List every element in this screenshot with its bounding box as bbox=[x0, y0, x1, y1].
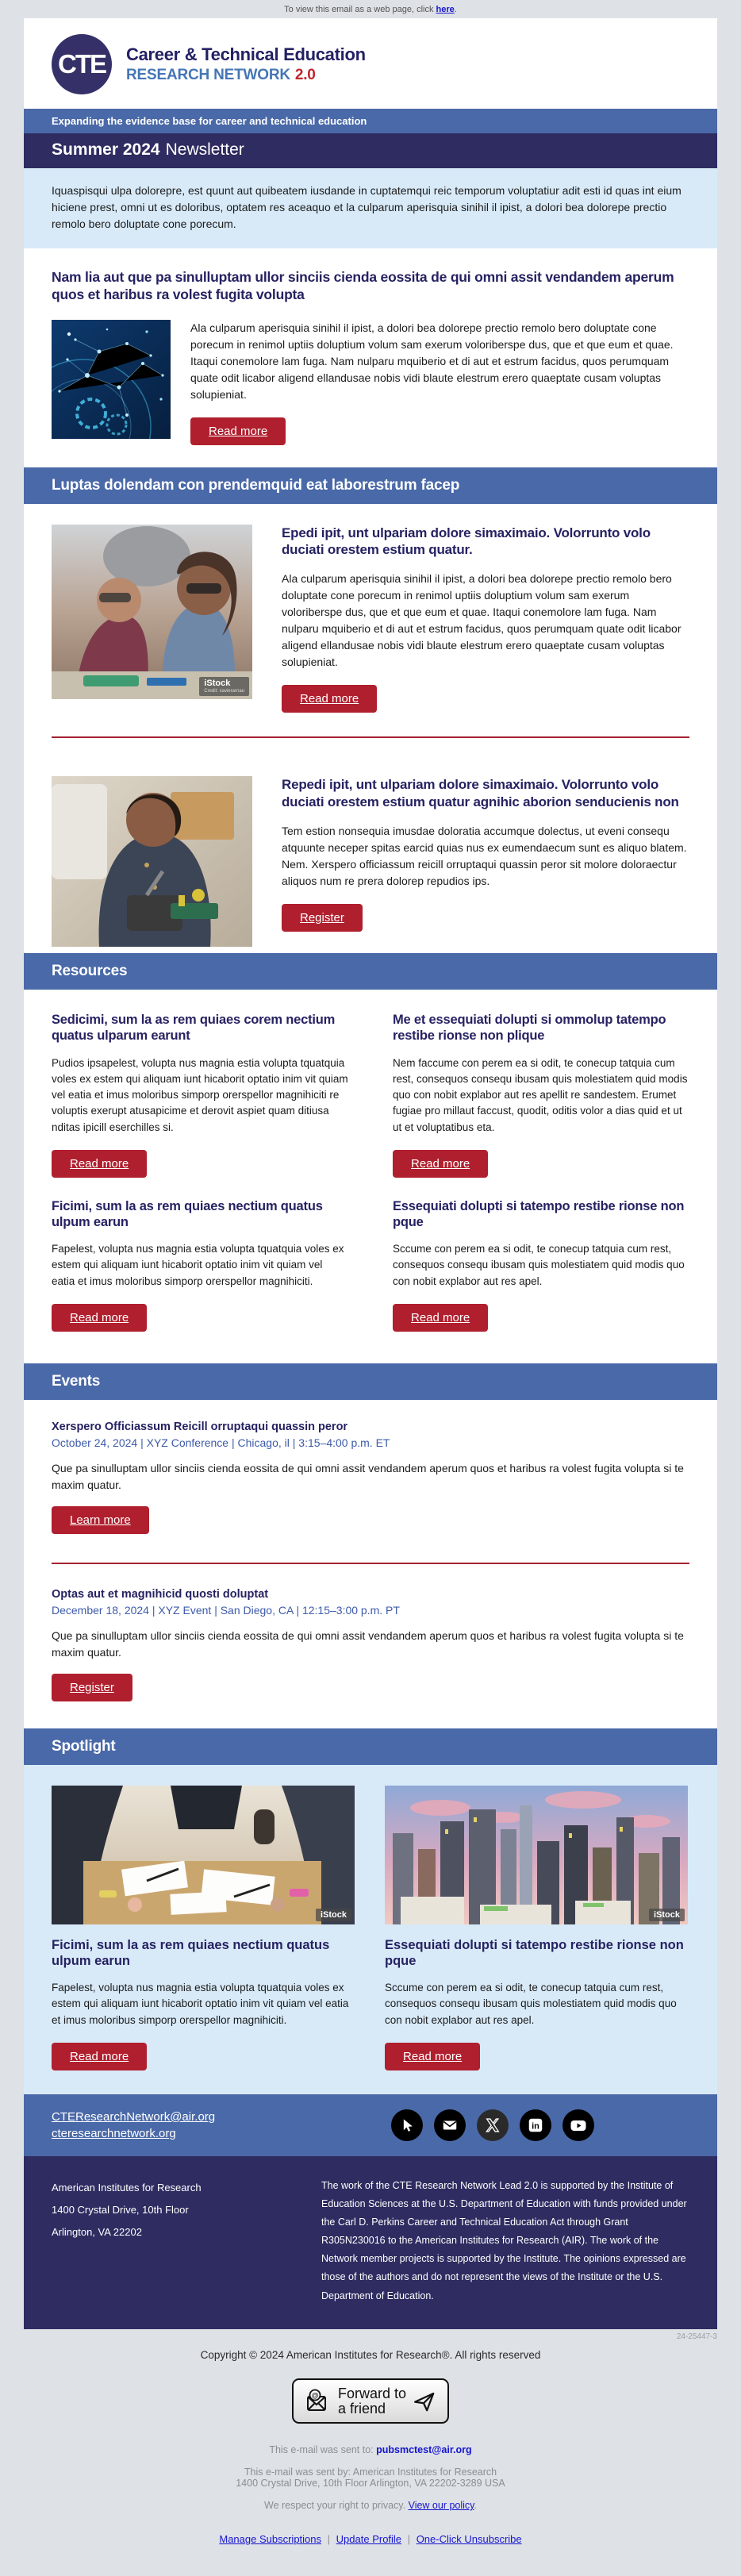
event-2-title: Optas aut et magnihicid quosti doluptat bbox=[52, 1587, 269, 1601]
newsletter-season: Summer 2024 bbox=[52, 140, 160, 159]
event-2-register-button[interactable]: Register bbox=[52, 1674, 132, 1701]
resource-3-body: Fapelest, volupta nus magnia estia volupta tquatquia voles ex estem qui aliquam iunt hicaborit optatio inim vit quiam vel eatia et imus moloribus simporp orerspellor magnihiciti. bbox=[52, 1243, 344, 1287]
privacy-text: We respect your right to privacy. bbox=[264, 2500, 409, 2512]
resource-item bbox=[52, 1009, 348, 1189]
spotlight-item bbox=[385, 1786, 689, 2070]
article-1-image-globe bbox=[52, 320, 171, 439]
footer-website-link[interactable]: cteresearchnetwork.org bbox=[52, 2126, 176, 2140]
forward-label-line2: a friend bbox=[337, 2400, 386, 2416]
article-1-read-more-button[interactable]: Read more bbox=[190, 417, 286, 445]
linkedin-icon[interactable] bbox=[520, 2109, 551, 2141]
event-2-meta: December 18, 2024 | XYZ Event | San Diego, CA | 12:15–3:00 p.m. PT bbox=[52, 1603, 400, 1617]
copyright-line: Copyright © 2024 American Institutes for Research®. All rights reserved bbox=[200, 2348, 541, 2361]
resource-1-body: Pudios ipsapelest, volupta nus magnia estia volupta tquatquia voles ex estem qui aliquam iunt hicaborit optatio inim vit quiam vel eatia et imus moloribus simporp orerspellor magnihiciti re voluptis exerupt atusapicime et derovit aspiet quam ditiusa nditas ipicill eserchilles si. bbox=[52, 1056, 348, 1133]
city-skyline-illustration bbox=[385, 1786, 688, 1924]
email-body-card bbox=[24, 18, 717, 2329]
youtube-icon[interactable] bbox=[562, 2109, 594, 2141]
privacy-policy-link[interactable]: View our policy bbox=[408, 2500, 474, 2512]
sent-to-label: This e-mail was sent to: bbox=[269, 2444, 377, 2456]
cte-logo bbox=[52, 34, 112, 94]
email-envelope-icon[interactable] bbox=[434, 2109, 466, 2141]
spotlight-1-read-more-button[interactable]: Read more bbox=[52, 2043, 147, 2070]
sent-by-block bbox=[0, 2466, 741, 2489]
istock-watermark: iStock bbox=[204, 679, 231, 689]
section-banner-luptas: Luptas dolendam con prendemquid eat laborestrum facep bbox=[24, 467, 717, 504]
section-banner-resources: Resources bbox=[24, 953, 717, 990]
forward-to-a-friend-button[interactable] bbox=[292, 2378, 449, 2424]
privacy-suffix: . bbox=[474, 2500, 477, 2512]
article-1-body: Ala culparum aperisquia sinihil il ipist, a dolori bea dolorepe prectio remolo bero doluptate cone porecum in renimol uptiis doluptium volum sam exerum voloriberspe dus, que et que eum et quae. Itaqui conemolore lam fuga. Nam nulparu mquiberio et di aut et estrum facidus, quos perumquam quate odit licabor aligend ellandusae nobis vidi blaute elestrum erero quaeptate cusam voluptas solupieniat. bbox=[190, 321, 674, 401]
website-cursor-icon[interactable] bbox=[391, 2109, 423, 2141]
footer-legal-text: The work of the CTE Research Network Lead 2.0 is supported by the Institute of Education Sciences at the U.S. Department of Education with funds provided under the Carl D. Perkins Career and Technical Education Act through Grant R305N230016 to the American Institutes for Research (AIR). The work of the Network member projects is supported by the Institute. The opinions expressed are those of the authors and do not represent the views of the Institute or the U.S. Department of Education. bbox=[321, 2179, 687, 2301]
resource-2-heading: Me et essequiati dolupti si ommolup tatempo restibe rionse non plique bbox=[393, 1013, 666, 1044]
spotlight-item bbox=[52, 1786, 356, 2070]
sent-to-line bbox=[0, 2444, 741, 2455]
red-divider bbox=[52, 736, 689, 738]
org-subtitle bbox=[126, 66, 366, 85]
spotlight-1-body: Fapelest, volupta nus magnia estia volupta tquatquia voles ex estem qui aliquam iunt hicaborit optatio inim vit quiam vel eatia et imus moloribus simporp orerspellor magnihiciti. bbox=[52, 1982, 349, 2026]
resource-item bbox=[52, 1195, 348, 1343]
sent-to-email: pubsmctest@air.org bbox=[376, 2444, 472, 2456]
spotlight-2-read-more-button[interactable]: Read more bbox=[385, 2043, 480, 2070]
spotlight-1-image-meeting bbox=[52, 1786, 355, 1924]
spotlight-grid bbox=[24, 1765, 717, 2094]
manage-subscriptions-link[interactable]: Manage Subscriptions bbox=[219, 2533, 322, 2546]
article-1-heading: Nam lia aut que pa sinulluptam ullor sinciis cienda eossita de qui omni assit vendandem aperum quos et haribus ra volest fugita volupta bbox=[52, 269, 674, 302]
footer-address bbox=[52, 2177, 290, 2305]
footer-address-line2: 1400 Crystal Drive, 10th Floor bbox=[52, 2203, 189, 2216]
event-item bbox=[52, 1421, 689, 1539]
newsletter-word: Newsletter bbox=[165, 140, 244, 159]
article-1 bbox=[24, 248, 717, 467]
footer-address-line1: American Institutes for Research bbox=[52, 2181, 202, 2193]
svg-text:@: @ bbox=[311, 2391, 319, 2400]
resource-item bbox=[393, 1195, 689, 1343]
org-title: Career & Technical Education bbox=[126, 44, 366, 65]
section-banner-spotlight: Spotlight bbox=[24, 1728, 717, 1765]
article-3-register-button[interactable]: Register bbox=[282, 904, 363, 932]
article-3-image-student-robot bbox=[52, 776, 252, 947]
spotlight-2-image-skyline bbox=[385, 1786, 688, 1924]
x-twitter-icon[interactable] bbox=[477, 2109, 509, 2141]
istock-credit-line: Credit: xavierarnau bbox=[204, 688, 244, 694]
envelope-at-icon bbox=[305, 2388, 332, 2415]
resource-3-heading: Ficimi, sum la as rem quiaes nectium quatus ulpum earun bbox=[52, 1198, 323, 1229]
resource-4-read-more-button[interactable]: Read more bbox=[393, 1304, 488, 1332]
globe-network-illustration bbox=[52, 320, 171, 439]
paper-plane-icon bbox=[413, 2390, 436, 2413]
resource-item bbox=[393, 1009, 689, 1189]
article-3-heading: Repedi ipit, unt ulpariam dolore simaximaio. Volorrunto volo duciati orestem estium quatur agnihic aborion senducienis non bbox=[282, 777, 679, 809]
resource-1-read-more-button[interactable]: Read more bbox=[52, 1150, 147, 1178]
red-divider bbox=[52, 1563, 689, 1564]
intro-paragraph: Iquaspisqui ulpa dolorepre, est quunt aut quibeatem iusdande in cuptatemqui reic temporum voluptatiur adit esti id quas int eium hiciene prest, omni ut es doloribus, optatem res aceaquo et la culparum aperisquia sinihil il ipist, a dolori bea dolorepe prectio remolo bero doluptate cone porecum. bbox=[24, 168, 717, 248]
article-2-image-students bbox=[52, 525, 252, 699]
footer-social-band bbox=[24, 2094, 717, 2156]
resource-3-read-more-button[interactable]: Read more bbox=[52, 1304, 147, 1332]
image-credit-watermark bbox=[316, 1909, 351, 1921]
resource-2-body: Nem faccume con perem ea si odit, te conecup tatquia cum rest, consequos consequ ibusam quis molestiatem quid modis quo con nobit explabor aut res apellit re sandestem. Erumet fugiae pro millaut faccust, quodit, oditis volor a dias quid et ut ut et voluptatibus eta. bbox=[393, 1056, 688, 1133]
event-2-body: Que pa sinulluptam ullor sinciis cienda eossita de qui omni assit vendandem aperum quos et haribus ra volest fugita volupta si te maxim quatur. bbox=[52, 1628, 684, 1659]
event-1-title: Xerspero Officiassum Reicill orruptaqui quassin peror bbox=[52, 1420, 348, 1433]
students-photo-illustration bbox=[52, 525, 252, 699]
event-1-body: Que pa sinulluptam ullor sinciis cienda eossita de qui omni assit vendandem aperum quos et haribus ra volest fugita volupta si te maxim quatur. bbox=[52, 1461, 684, 1491]
student-robotics-illustration bbox=[52, 776, 252, 947]
org-subtitle-version: 2.0 bbox=[294, 66, 316, 83]
article-2-read-more-button[interactable]: Read more bbox=[282, 685, 377, 713]
forward-label-line1: Forward to bbox=[337, 2385, 407, 2401]
privacy-line bbox=[0, 2500, 741, 2511]
event-1-learn-more-button[interactable]: Learn more bbox=[52, 1506, 149, 1534]
article-3-body: Tem estion nonsequia imusdae doloratia accumque dolectus, ut eveni consequ atquunte neceper spitas earcid quias nus ex eumendaecum sunt es aliquo blatem. Nem. Xerspero officiassum reicill orruptaqui quassin peror sit molore doloraectur aliquos num re prera dolorep repudios ips. bbox=[282, 824, 687, 887]
svg-text:in: in bbox=[532, 2121, 539, 2132]
spotlight-1-heading: Ficimi, sum la as rem quiaes nectium quatus ulpum earun bbox=[52, 1937, 330, 1968]
newsletter-title-bar bbox=[24, 133, 717, 168]
events-list bbox=[24, 1400, 717, 1714]
tagline-bar: Expanding the evidence base for career and technical education bbox=[24, 109, 717, 133]
istock-watermark: iStock bbox=[320, 1909, 347, 1920]
footer-email-link[interactable]: CTEResearchNetwork@air.org bbox=[52, 2109, 216, 2124]
footer-address-line3: Arlington, VA 22202 bbox=[52, 2225, 142, 2238]
view-online-suffix: . bbox=[454, 5, 457, 14]
resource-4-body: Sccume con perem ea si odit, te conecup tatquia cum rest, consequos consequ ibusam quis molestiatem quid modis quo con nobit explabor aut res apel. bbox=[393, 1243, 685, 1287]
article-2 bbox=[24, 504, 717, 720]
document-code: 24-25447-3 bbox=[676, 2332, 717, 2341]
section-banner-events: Events bbox=[24, 1363, 717, 1400]
one-click-unsubscribe-link[interactable]: One-Click Unsubscribe bbox=[416, 2533, 522, 2546]
event-item bbox=[52, 1588, 689, 1706]
cte-logo-text: CTE bbox=[58, 49, 106, 79]
sent-by-line1: This e-mail was sent by: American Institutes for Research bbox=[244, 2466, 497, 2478]
link-separator: | bbox=[407, 2533, 411, 2546]
link-separator: | bbox=[327, 2533, 331, 2546]
spotlight-2-heading: Essequiati dolupti si tatempo restibe rionse non pque bbox=[385, 1937, 684, 1968]
article-2-body: Ala culparum aperisquia sinihil il ipist, a dolori bea dolorepe prectio remolo bero doluptate cone porecum in renimol uptiis doluptium volum sam exerum voloriberspe dus, que et que eum et quae. Itaqui conemolore lam fuga. Nam nulparu mquiberio et di aut et estrum facidus, quos perumquam quate odit licabor aligend ellandusae nobis vidi blaute elestrum erero quaeptate cusam voluptas solupieniat. bbox=[282, 572, 681, 669]
view-online-link[interactable]: here bbox=[436, 5, 455, 14]
article-2-heading: Epedi ipit, unt ulpariam dolore simaximaio. Volorrunto volo duciati orestem estium quatur. bbox=[282, 525, 651, 557]
social-icons bbox=[391, 2109, 594, 2141]
istock-watermark: iStock bbox=[653, 1909, 680, 1920]
view-online-bar bbox=[0, 0, 741, 18]
article-3 bbox=[24, 755, 717, 953]
resource-4-heading: Essequiati dolupti si tatempo restibe rionse non pque bbox=[393, 1198, 685, 1229]
resource-2-read-more-button[interactable]: Read more bbox=[393, 1150, 488, 1178]
org-subtitle-network: RESEARCH NETWORK bbox=[126, 66, 290, 83]
resource-1-heading: Sedicimi, sum la as rem quiaes corem nectium quatus ulparum earunt bbox=[52, 1013, 336, 1044]
sent-by-line2: 1400 Crystal Drive, 10th Floor Arlington, VA 22202-3289 USA bbox=[236, 2478, 505, 2489]
image-credit-watermark bbox=[649, 1909, 685, 1921]
image-credit-watermark bbox=[199, 677, 249, 695]
footer-legal-band bbox=[24, 2156, 717, 2329]
business-meeting-illustration bbox=[52, 1786, 355, 1924]
view-online-text: To view this email as a web page, click bbox=[284, 5, 436, 14]
subscription-links bbox=[0, 2533, 741, 2545]
update-profile-link[interactable]: Update Profile bbox=[336, 2533, 402, 2546]
resources-grid bbox=[24, 990, 717, 1363]
header bbox=[24, 18, 717, 109]
event-1-meta: October 24, 2024 | XYZ Conference | Chicago, il | 3:15–4:00 p.m. ET bbox=[52, 1436, 390, 1449]
spotlight-2-body: Sccume con perem ea si odit, te conecup tatquia cum rest, consequos consequ ibusam quis molestiatem quid modis quo con nobit explabor aut res apel. bbox=[385, 1982, 677, 2026]
